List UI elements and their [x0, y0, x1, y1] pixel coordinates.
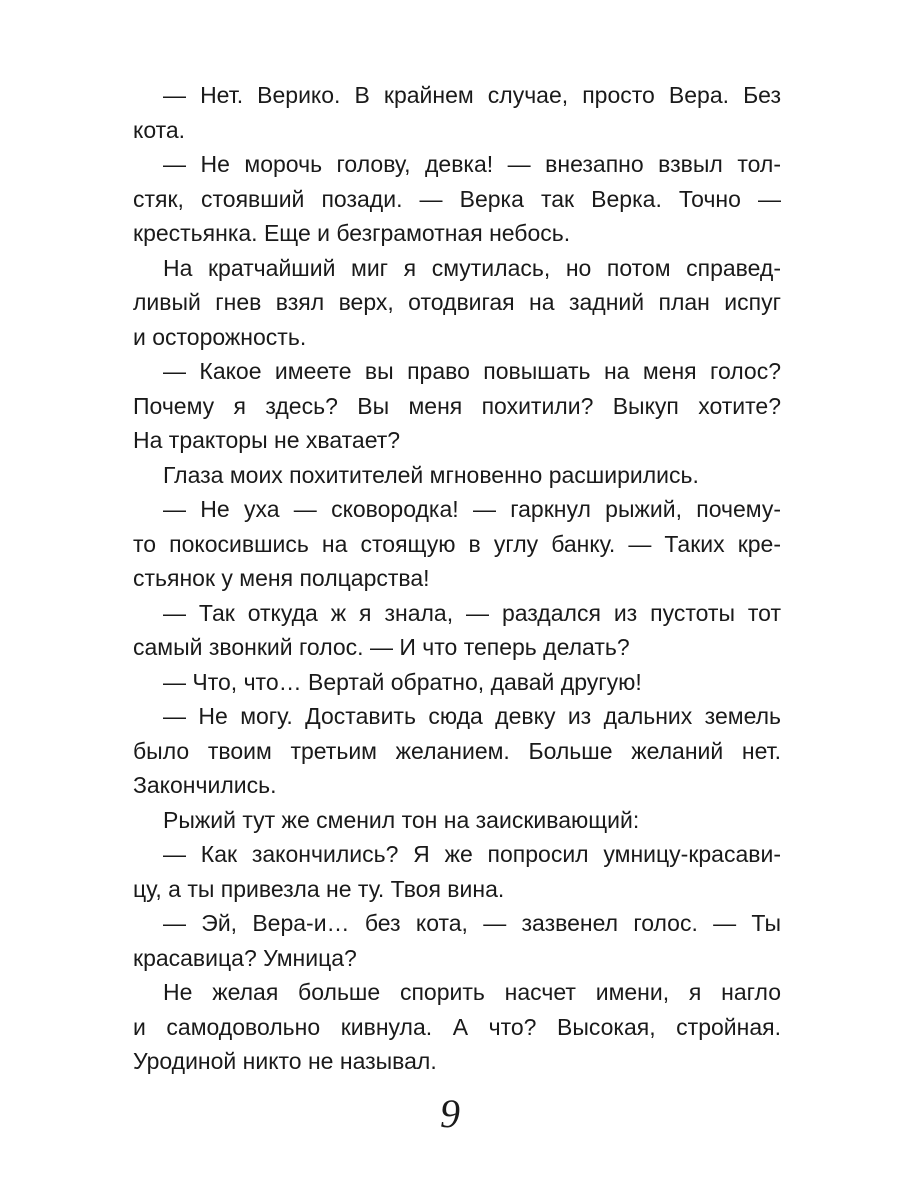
text-line: ливый гнев взял верх, отодвигая на задний план испуг	[133, 289, 781, 315]
text-line: На тракторы не хватает?	[133, 427, 401, 453]
text-line: крестьянка. Еще и безграмотная небось.	[133, 220, 571, 246]
text-line: и самодовольно кивнула. А что? Высокая, стройная.	[133, 1013, 781, 1040]
text-line: Рыжий тут же сменил тон на заискивающий:	[163, 806, 640, 833]
paragraph	[133, 492, 781, 596]
text-line: — Не морочь голову, девка! — внезапно взвыл тол-	[163, 151, 781, 177]
text-line: Уродиной никто не называл.	[133, 1048, 437, 1074]
body-text	[133, 78, 781, 1079]
text-line: — Как закончились? Я же попросил умницу-красави-	[163, 841, 781, 867]
text-line: красавица? Умница?	[133, 944, 357, 971]
paragraph	[133, 803, 781, 838]
text-line: — Не уха — сковородка! — гаркнул рыжий, почему-	[163, 496, 781, 522]
paragraph	[133, 354, 781, 458]
paragraph	[133, 837, 781, 906]
text-line: стьянок у меня полцарства!	[133, 565, 430, 591]
text-line: и осторожность.	[133, 323, 307, 350]
paragraph	[133, 975, 781, 1079]
text-line: цу, а ты привезла не ту. Твоя вина.	[133, 875, 505, 902]
text-line: Не желая больше спорить насчет имени, я нагло	[163, 979, 781, 1005]
text-line: самый звонкий голос. — И что теперь делать?	[133, 634, 630, 660]
paragraph	[133, 147, 781, 251]
paragraph	[133, 906, 781, 975]
paragraph	[133, 458, 781, 493]
text-line: — Какое имеете вы право повышать на меня голос?	[163, 358, 781, 384]
text-line: Почему я здесь? Вы меня похитили? Выкуп хотите?	[133, 392, 781, 419]
paragraph	[133, 665, 781, 700]
text-line: стяк, стоявший позади. — Верка так Верка. Точно —	[133, 185, 781, 212]
text-line: На кратчайший миг я смутилась, но потом справед-	[163, 254, 781, 281]
paragraph	[133, 78, 781, 147]
text-line: Глаза моих похитителей мгновенно расширились.	[163, 461, 699, 488]
text-line: было твоим третьим желанием. Больше желаний нет.	[133, 737, 781, 764]
text-line: то покосившись на стоящую в углу банку. — Таких кре-	[133, 530, 781, 557]
paragraph	[133, 699, 781, 803]
paragraph	[133, 251, 781, 355]
text-line: — Эй, Вера-и… без кота, — зазвенел голос. — Ты	[163, 910, 781, 936]
page-number: 9	[440, 1091, 460, 1136]
paragraph	[133, 596, 781, 665]
text-line: Закончились.	[133, 772, 277, 798]
text-line: — Так откуда ж я знала, — раздался из пустоты тот	[163, 599, 781, 626]
text-line: — Не могу. Доставить сюда девку из дальних земель	[163, 703, 781, 729]
text-line: — Что, что… Вертай обратно, давай другую!	[163, 668, 642, 695]
text-line: кота.	[133, 116, 186, 143]
text-line: — Нет. Верико. В крайнем случае, просто Вера. Без	[163, 82, 781, 108]
